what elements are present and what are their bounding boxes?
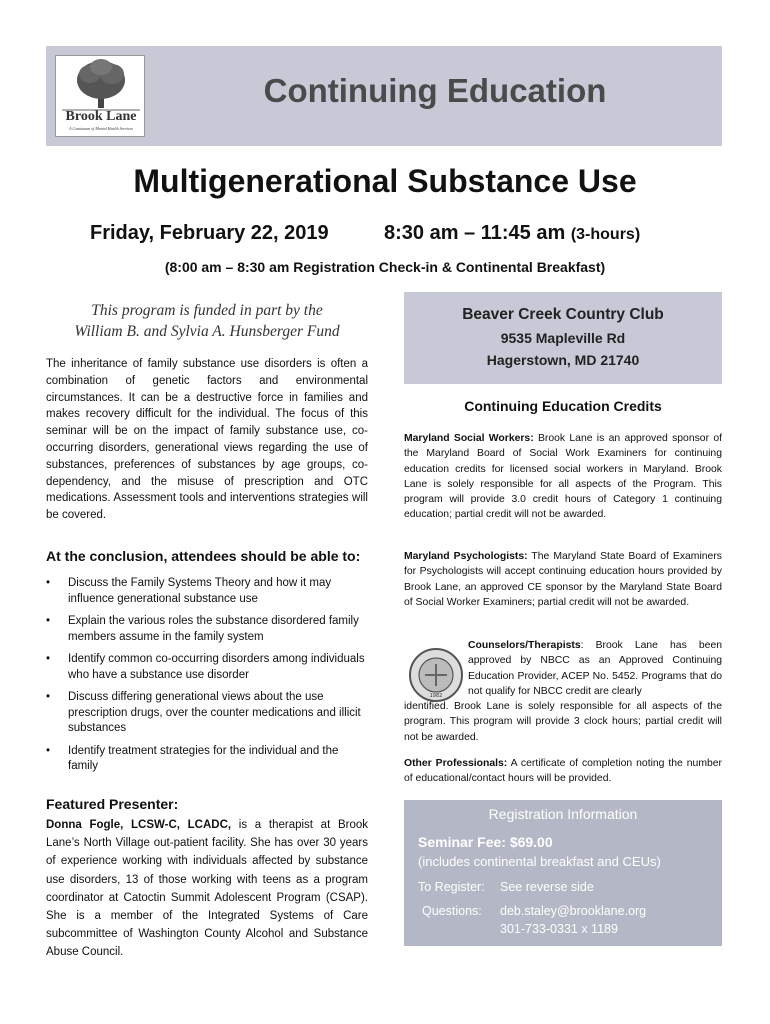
- objectives-heading: At the conclusion, attendees should be able to:: [46, 548, 361, 564]
- credits-heading: Continuing Education Credits: [464, 398, 662, 414]
- psychologists-label: Maryland Psychologists:: [404, 551, 528, 562]
- funding-line-2: William B. and Sylvia A. Hunsberger Fund: [74, 323, 340, 340]
- seal-year: 1982: [429, 693, 443, 699]
- presenter-heading: Featured Presenter:: [46, 796, 179, 812]
- venue-box: [404, 292, 722, 384]
- registration-heading: Registration Information: [488, 806, 638, 822]
- list-item: • Discuss differing generational views about the use prescription drugs, over the counter medications and illicit substances: [46, 691, 361, 734]
- counselors-credit-continued: identified. Brook Lane is solely responsible for all aspects of the program. This program will provide 3 clock hours; partial credit will not be awarded.: [404, 701, 722, 743]
- event-title: Multigenerational Substance Use: [133, 163, 637, 199]
- register-label: To Register:: [418, 880, 485, 894]
- nbcc-seal-icon: [408, 647, 464, 703]
- list-item: • Explain the various roles the substance disordered family members assume in the family system: [46, 615, 359, 643]
- bullet-icon: •: [46, 615, 51, 627]
- list-item: • Identify treatment strategies for the individual and the family: [46, 744, 339, 772]
- funding-line-1: This program is funded in part by the: [91, 302, 323, 319]
- list-item: • Discuss the Family Systems Theory and how it may influence generational substance use: [46, 577, 332, 605]
- event-date: Friday, February 22, 2019: [90, 222, 329, 244]
- fee-note: (includes continental breakfast and CEUs): [418, 854, 661, 869]
- event-duration: (3-hours): [570, 226, 641, 243]
- presenter-bio-text: is a therapist at Brook Lane’s North Village out-patient facility. She has over 30 years of experience working with individuals affected by substance use disorders, 13 of those working with teens as a program coordinator at Catoctin Summit Adolescent Program (CSAP). She is a member of the Integrated Systems of Care subcommittee of Washington County Alcohol and Substance Abuse Council.: [46, 819, 368, 959]
- psychologists-credit: Maryland Psychologists: The Maryland State Board of Examiners for Psychologists will accept continuing education hours provided by Brook Lane, an approved CE sponsor by the Maryland State Board of Social Worker Examiners; partial credit will not be awarded.: [404, 551, 722, 608]
- list-item: • Identify common co-occurring disorders among individuals who have a substance use disorder: [46, 653, 365, 681]
- presenter-bio: [46, 816, 368, 962]
- seminar-fee: Seminar Fee: $69.00: [418, 834, 553, 850]
- contact-email[interactable]: deb.staley@brooklane.org: [500, 904, 647, 918]
- social-workers-label: Maryland Social Workers:: [404, 433, 534, 444]
- venue-city: Hagerstown, MD 21740: [486, 352, 640, 368]
- other-professionals-label: Other Professionals:: [404, 758, 508, 769]
- venue-name: Beaver Creek Country Club: [462, 306, 664, 323]
- register-value: See reverse side: [500, 880, 594, 894]
- objectives-list: [46, 576, 368, 782]
- bullet-icon: •: [46, 691, 51, 703]
- registration-note: (8:00 am – 8:30 am Registration Check-in & Continental Breakfast): [164, 259, 606, 275]
- banner-title: Continuing Education: [263, 72, 607, 109]
- bullet-icon: •: [46, 744, 51, 757]
- logo-tagline: A Continuum of Mental Health Services: [69, 126, 133, 131]
- venue-address: 9535 Mapleville Rd: [500, 330, 626, 346]
- event-time: 8:30 am – 11:45 am: [384, 222, 566, 244]
- logo-wordmark: Brook Lane: [65, 109, 137, 124]
- counselors-credit: Counselors/Therapists: Brook Lane has been approved by NBCC as an Approved Continuing Education Provider, ACEP No. 5452. Programs that do not qualify for NBCC credit are clearly: [468, 640, 722, 697]
- registration-box: [404, 800, 722, 946]
- bullet-icon: •: [46, 653, 51, 665]
- questions-label: Questions:: [422, 904, 482, 918]
- funding-note: [46, 300, 368, 342]
- brook-lane-logo: [55, 55, 145, 137]
- social-workers-credit: Maryland Social Workers: Brook Lane is an approved sponsor of the Maryland Board of Social Work Examiners for continuing education credits for licensed social workers in Maryland. Brook Lane is solely responsible for all aspects of the Program. This program will provide 3.0 credit hours of Category 1 continuing education; partial credit will not be awarded.: [404, 433, 722, 521]
- other-professionals-credit: Other Professionals: A certificate of completion noting the number of educational/contact hours will be provided.: [404, 758, 723, 785]
- intro-paragraph: The inheritance of family substance use disorders is often a combination of genetic factors and environmental circumstances. It can be a destructive force in families and makes recovery difficult for the individual. The focus of this seminar will be on the impact of family substance use, co-occurring disorders, generational views regarding the use of substances, preferences of substances by age groups, co-dependency, and the misuse of prescription and OTC medications. Assessment tools and interventions strategies will be covered.: [46, 358, 368, 522]
- bullet-icon: •: [46, 577, 51, 589]
- contact-phone[interactable]: 301-733-0331 x 1189: [500, 922, 618, 936]
- presenter-name: Donna Fogle, LCSW-C, LCADC,: [46, 819, 232, 831]
- counselors-label: Counselors/Therapists: [468, 640, 581, 651]
- event-time-line: [384, 222, 640, 245]
